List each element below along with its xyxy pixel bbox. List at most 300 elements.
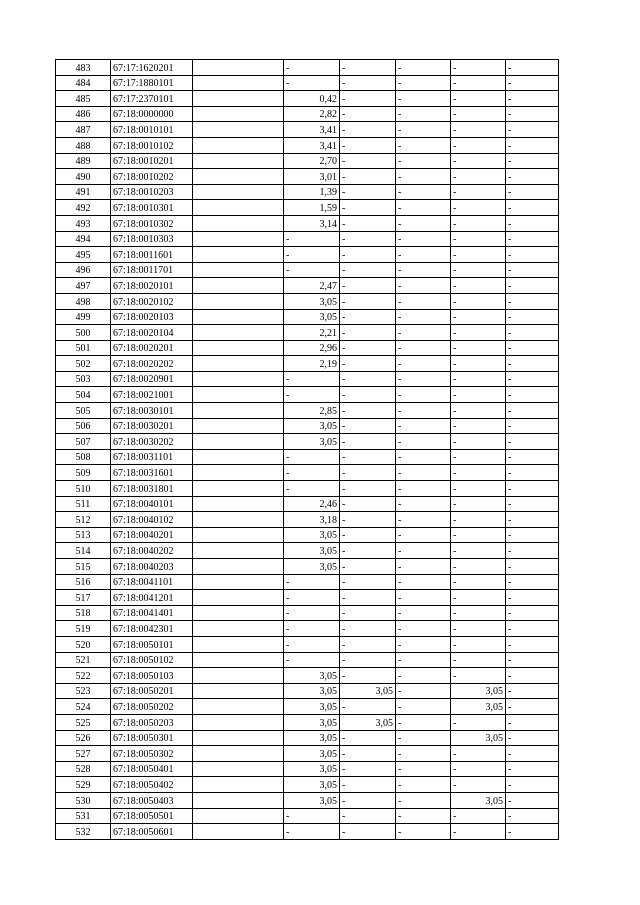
value-cell-2: - [340, 278, 396, 294]
value-cell-5: - [506, 527, 559, 543]
value-cell-5: - [506, 761, 559, 777]
cadastral-code-cell: 67:18:0041401 [111, 605, 193, 621]
value-cell-3: - [396, 262, 451, 278]
table-row [56, 590, 559, 606]
value-cell-1: - [284, 636, 340, 652]
value-cell-4: - [451, 262, 506, 278]
cadastral-code-cell: 67:18:0010302 [111, 215, 193, 231]
value-cell-5: - [506, 808, 559, 824]
table-row [56, 481, 559, 497]
row-number-cell: 487 [56, 122, 111, 138]
row-number-cell: 488 [56, 137, 111, 153]
cadastral-code-cell: 67:18:0020103 [111, 309, 193, 325]
empty-cell [193, 91, 284, 107]
value-cell-3: - [396, 668, 451, 684]
value-cell-5: - [506, 169, 559, 185]
table-row [56, 543, 559, 559]
value-cell-4: 3,05 [451, 683, 506, 699]
value-cell-3: - [396, 449, 451, 465]
empty-cell [193, 184, 284, 200]
value-cell-2: 3,05 [340, 683, 396, 699]
empty-cell [193, 371, 284, 387]
value-cell-1: - [284, 621, 340, 637]
value-cell-5: - [506, 714, 559, 730]
value-cell-4: - [451, 574, 506, 590]
value-cell-4: 3,05 [451, 699, 506, 715]
value-cell-5: - [506, 137, 559, 153]
table-row [56, 683, 559, 699]
value-cell-2: - [340, 184, 396, 200]
cadastral-code-cell: 67:18:0020901 [111, 371, 193, 387]
value-cell-2: - [340, 574, 396, 590]
value-cell-1: - [284, 231, 340, 247]
empty-cell [193, 325, 284, 341]
table-row [56, 122, 559, 138]
row-number-cell: 502 [56, 356, 111, 372]
table-row [56, 496, 559, 512]
row-number-cell: 514 [56, 543, 111, 559]
value-cell-1: 3,05 [284, 683, 340, 699]
value-cell-2: - [340, 605, 396, 621]
table-row [56, 75, 559, 91]
value-cell-2: - [340, 262, 396, 278]
value-cell-1: 1,39 [284, 184, 340, 200]
value-cell-3: - [396, 247, 451, 263]
value-cell-4: - [451, 512, 506, 528]
value-cell-1: - [284, 60, 340, 76]
value-cell-1: 3,41 [284, 137, 340, 153]
value-cell-4: - [451, 403, 506, 419]
empty-cell [193, 590, 284, 606]
value-cell-2: - [340, 325, 396, 341]
cadastral-code-cell: 67:18:0011701 [111, 262, 193, 278]
value-cell-2: - [340, 309, 396, 325]
value-cell-2: - [340, 590, 396, 606]
table-row [56, 340, 559, 356]
table-row [56, 293, 559, 309]
value-cell-1: 3,05 [284, 777, 340, 793]
value-cell-2: - [340, 652, 396, 668]
row-number-cell: 490 [56, 169, 111, 185]
empty-cell [193, 512, 284, 528]
value-cell-3: - [396, 605, 451, 621]
value-cell-4: - [451, 605, 506, 621]
value-cell-1: 2,46 [284, 496, 340, 512]
empty-cell [193, 792, 284, 808]
empty-cell [193, 169, 284, 185]
row-number-cell: 505 [56, 403, 111, 419]
cadastral-code-cell: 67:18:0040202 [111, 543, 193, 559]
value-cell-1: 2,70 [284, 153, 340, 169]
value-cell-5: - [506, 668, 559, 684]
value-cell-1: 1,59 [284, 200, 340, 216]
value-cell-3: - [396, 356, 451, 372]
empty-cell [193, 200, 284, 216]
value-cell-1: 3,05 [284, 746, 340, 762]
value-cell-4: - [451, 652, 506, 668]
row-number-cell: 522 [56, 668, 111, 684]
value-cell-3: - [396, 403, 451, 419]
table-row [56, 60, 559, 76]
value-cell-4: - [451, 122, 506, 138]
row-number-cell: 492 [56, 200, 111, 216]
value-cell-1: 2,19 [284, 356, 340, 372]
table-row [56, 746, 559, 762]
cadastral-code-cell: 67:18:0050301 [111, 730, 193, 746]
cadastral-code-cell: 67:18:0050103 [111, 668, 193, 684]
value-cell-3: - [396, 106, 451, 122]
value-cell-3: - [396, 278, 451, 294]
value-cell-5: - [506, 200, 559, 216]
value-cell-3: - [396, 60, 451, 76]
value-cell-3: - [396, 481, 451, 497]
value-cell-5: - [506, 387, 559, 403]
value-cell-1: 3,05 [284, 714, 340, 730]
value-cell-2: - [340, 512, 396, 528]
cadastral-code-cell: 67:18:0040102 [111, 512, 193, 528]
table-row [56, 527, 559, 543]
table-row [56, 215, 559, 231]
row-number-cell: 485 [56, 91, 111, 107]
value-cell-1: 3,05 [284, 699, 340, 715]
value-cell-5: - [506, 262, 559, 278]
value-cell-5: - [506, 403, 559, 419]
row-number-cell: 513 [56, 527, 111, 543]
row-number-cell: 496 [56, 262, 111, 278]
row-number-cell: 523 [56, 683, 111, 699]
value-cell-5: - [506, 215, 559, 231]
cadastral-code-cell: 67:18:0010201 [111, 153, 193, 169]
value-cell-5: - [506, 465, 559, 481]
table-row [56, 418, 559, 434]
value-cell-2: - [340, 699, 396, 715]
table-row [56, 200, 559, 216]
row-number-cell: 526 [56, 730, 111, 746]
row-number-cell: 528 [56, 761, 111, 777]
value-cell-4: - [451, 278, 506, 294]
value-cell-2: - [340, 340, 396, 356]
value-cell-5: - [506, 574, 559, 590]
table-row [56, 153, 559, 169]
empty-cell [193, 215, 284, 231]
empty-cell [193, 418, 284, 434]
table-row [56, 559, 559, 575]
row-number-cell: 510 [56, 481, 111, 497]
cadastral-code-cell: 67:18:0031801 [111, 481, 193, 497]
empty-cell [193, 652, 284, 668]
value-cell-5: - [506, 652, 559, 668]
value-cell-4: - [451, 91, 506, 107]
empty-cell [193, 746, 284, 762]
cadastral-code-cell: 67:18:0040201 [111, 527, 193, 543]
value-cell-2: - [340, 559, 396, 575]
value-cell-1: 2,96 [284, 340, 340, 356]
cadastral-code-cell: 67:18:0050501 [111, 808, 193, 824]
table-row [56, 777, 559, 793]
value-cell-1: 3,05 [284, 761, 340, 777]
cadastral-code-cell: 67:18:0011601 [111, 247, 193, 263]
value-cell-5: - [506, 122, 559, 138]
value-cell-5: - [506, 605, 559, 621]
table-row [56, 761, 559, 777]
table-row [56, 449, 559, 465]
empty-cell [193, 714, 284, 730]
cadastral-code-cell: 67:18:0010303 [111, 231, 193, 247]
empty-cell [193, 777, 284, 793]
value-cell-3: - [396, 699, 451, 715]
value-cell-4: - [451, 714, 506, 730]
value-cell-1: 3,14 [284, 215, 340, 231]
value-cell-1: 3,05 [284, 730, 340, 746]
value-cell-2: - [340, 231, 396, 247]
empty-cell [193, 340, 284, 356]
value-cell-4: - [451, 387, 506, 403]
cadastral-code-cell: 67:18:0030202 [111, 434, 193, 450]
value-cell-1: 3,05 [284, 434, 340, 450]
value-cell-2: - [340, 434, 396, 450]
value-cell-5: - [506, 278, 559, 294]
value-cell-4: - [451, 777, 506, 793]
value-cell-3: - [396, 683, 451, 699]
empty-cell [193, 481, 284, 497]
cadastral-code-cell: 67:18:0021001 [111, 387, 193, 403]
table-row [56, 371, 559, 387]
value-cell-5: - [506, 636, 559, 652]
row-number-cell: 503 [56, 371, 111, 387]
cadastral-code-cell: 67:18:0010101 [111, 122, 193, 138]
value-cell-4: - [451, 481, 506, 497]
cadastral-code-cell: 67:18:0020101 [111, 278, 193, 294]
value-cell-5: - [506, 356, 559, 372]
empty-cell [193, 496, 284, 512]
row-number-cell: 504 [56, 387, 111, 403]
table-row [56, 387, 559, 403]
table-row [56, 309, 559, 325]
value-cell-5: - [506, 512, 559, 528]
row-number-cell: 518 [56, 605, 111, 621]
value-cell-2: - [340, 808, 396, 824]
value-cell-3: - [396, 325, 451, 341]
value-cell-3: - [396, 496, 451, 512]
empty-cell [193, 824, 284, 840]
value-cell-3: - [396, 746, 451, 762]
value-cell-5: - [506, 184, 559, 200]
value-cell-1: - [284, 808, 340, 824]
value-cell-1: - [284, 387, 340, 403]
cadastral-code-cell: 67:18:0020102 [111, 293, 193, 309]
value-cell-5: - [506, 496, 559, 512]
row-number-cell: 499 [56, 309, 111, 325]
value-cell-4: - [451, 106, 506, 122]
value-cell-2: - [340, 465, 396, 481]
value-cell-2: - [340, 777, 396, 793]
value-cell-3: - [396, 387, 451, 403]
table-row [56, 792, 559, 808]
table-row [56, 169, 559, 185]
empty-cell [193, 356, 284, 372]
value-cell-1: 3,18 [284, 512, 340, 528]
value-cell-2: - [340, 668, 396, 684]
cadastral-code-cell: 67:18:0010301 [111, 200, 193, 216]
row-number-cell: 501 [56, 340, 111, 356]
value-cell-4: - [451, 215, 506, 231]
row-number-cell: 524 [56, 699, 111, 715]
table-row [56, 636, 559, 652]
value-cell-3: - [396, 543, 451, 559]
empty-cell [193, 621, 284, 637]
cadastral-code-cell: 67:18:0042301 [111, 621, 193, 637]
value-cell-3: - [396, 512, 451, 528]
value-cell-2: - [340, 153, 396, 169]
empty-cell [193, 636, 284, 652]
value-cell-3: - [396, 824, 451, 840]
table-row [56, 621, 559, 637]
table-row [56, 824, 559, 840]
value-cell-1: 3,05 [284, 418, 340, 434]
value-cell-3: - [396, 215, 451, 231]
row-number-cell: 489 [56, 153, 111, 169]
value-cell-1: - [284, 247, 340, 263]
table-row [56, 262, 559, 278]
value-cell-2: - [340, 122, 396, 138]
table-row [56, 512, 559, 528]
value-cell-1: - [284, 371, 340, 387]
value-cell-4: - [451, 808, 506, 824]
value-cell-3: - [396, 75, 451, 91]
row-number-cell: 530 [56, 792, 111, 808]
table-row [56, 465, 559, 481]
row-number-cell: 527 [56, 746, 111, 762]
value-cell-2: - [340, 496, 396, 512]
value-cell-3: - [396, 309, 451, 325]
empty-cell [193, 761, 284, 777]
value-cell-4: 3,05 [451, 792, 506, 808]
value-cell-3: - [396, 621, 451, 637]
row-number-cell: 497 [56, 278, 111, 294]
value-cell-5: - [506, 75, 559, 91]
value-cell-1: 2,82 [284, 106, 340, 122]
empty-cell [193, 293, 284, 309]
row-number-cell: 516 [56, 574, 111, 590]
table-row [56, 403, 559, 419]
value-cell-3: - [396, 137, 451, 153]
cadastral-code-cell: 67:18:0050202 [111, 699, 193, 715]
value-cell-2: - [340, 636, 396, 652]
value-cell-1: - [284, 465, 340, 481]
value-cell-2: - [340, 824, 396, 840]
value-cell-1: 3,05 [284, 559, 340, 575]
cadastral-code-cell: 67:18:0040101 [111, 496, 193, 512]
empty-cell [193, 60, 284, 76]
value-cell-4: - [451, 668, 506, 684]
value-cell-5: - [506, 91, 559, 107]
value-cell-1: 0,42 [284, 91, 340, 107]
value-cell-5: - [506, 746, 559, 762]
value-cell-2: - [340, 481, 396, 497]
cadastral-code-cell: 67:18:0030201 [111, 418, 193, 434]
value-cell-3: - [396, 231, 451, 247]
value-cell-3: - [396, 777, 451, 793]
value-cell-4: - [451, 621, 506, 637]
value-cell-3: - [396, 465, 451, 481]
row-number-cell: 532 [56, 824, 111, 840]
value-cell-1: - [284, 590, 340, 606]
value-cell-2: 3,05 [340, 714, 396, 730]
value-cell-3: - [396, 652, 451, 668]
value-cell-1: 2,21 [284, 325, 340, 341]
empty-cell [193, 387, 284, 403]
value-cell-3: - [396, 434, 451, 450]
row-number-cell: 484 [56, 75, 111, 91]
value-cell-2: - [340, 75, 396, 91]
cadastral-code-cell: 67:18:0050402 [111, 777, 193, 793]
cadastral-code-cell: 67:17:1880101 [111, 75, 193, 91]
value-cell-1: 3,41 [284, 122, 340, 138]
table-row [56, 91, 559, 107]
cadastral-code-cell: 67:18:0050302 [111, 746, 193, 762]
value-cell-5: - [506, 293, 559, 309]
value-cell-3: - [396, 714, 451, 730]
value-cell-4: - [451, 761, 506, 777]
table-row [56, 605, 559, 621]
value-cell-4: - [451, 169, 506, 185]
value-cell-3: - [396, 200, 451, 216]
table-row [56, 231, 559, 247]
value-cell-5: - [506, 60, 559, 76]
table-row [56, 808, 559, 824]
empty-cell [193, 543, 284, 559]
value-cell-2: - [340, 60, 396, 76]
value-cell-4: 3,05 [451, 730, 506, 746]
cadastral-code-cell: 67:18:0050201 [111, 683, 193, 699]
row-number-cell: 486 [56, 106, 111, 122]
empty-cell [193, 309, 284, 325]
value-cell-4: - [451, 200, 506, 216]
table-body [56, 60, 559, 840]
table-row [56, 652, 559, 668]
value-cell-1: 2,47 [284, 278, 340, 294]
value-cell-2: - [340, 543, 396, 559]
value-cell-1: - [284, 449, 340, 465]
value-cell-1: - [284, 824, 340, 840]
value-cell-4: - [451, 449, 506, 465]
value-cell-3: - [396, 184, 451, 200]
value-cell-5: - [506, 325, 559, 341]
value-cell-5: - [506, 559, 559, 575]
value-cell-4: - [451, 590, 506, 606]
value-cell-5: - [506, 777, 559, 793]
value-cell-2: - [340, 169, 396, 185]
cadastral-code-cell: 67:18:0030101 [111, 403, 193, 419]
empty-cell [193, 449, 284, 465]
value-cell-1: - [284, 75, 340, 91]
value-cell-2: - [340, 106, 396, 122]
empty-cell [193, 247, 284, 263]
empty-cell [193, 465, 284, 481]
value-cell-3: - [396, 371, 451, 387]
value-cell-5: - [506, 371, 559, 387]
value-cell-3: - [396, 590, 451, 606]
row-number-cell: 495 [56, 247, 111, 263]
value-cell-4: - [451, 371, 506, 387]
row-number-cell: 506 [56, 418, 111, 434]
cadastral-code-cell: 67:18:0040203 [111, 559, 193, 575]
row-number-cell: 511 [56, 496, 111, 512]
value-cell-2: - [340, 527, 396, 543]
value-cell-4: - [451, 231, 506, 247]
value-cell-5: - [506, 231, 559, 247]
row-number-cell: 512 [56, 512, 111, 528]
